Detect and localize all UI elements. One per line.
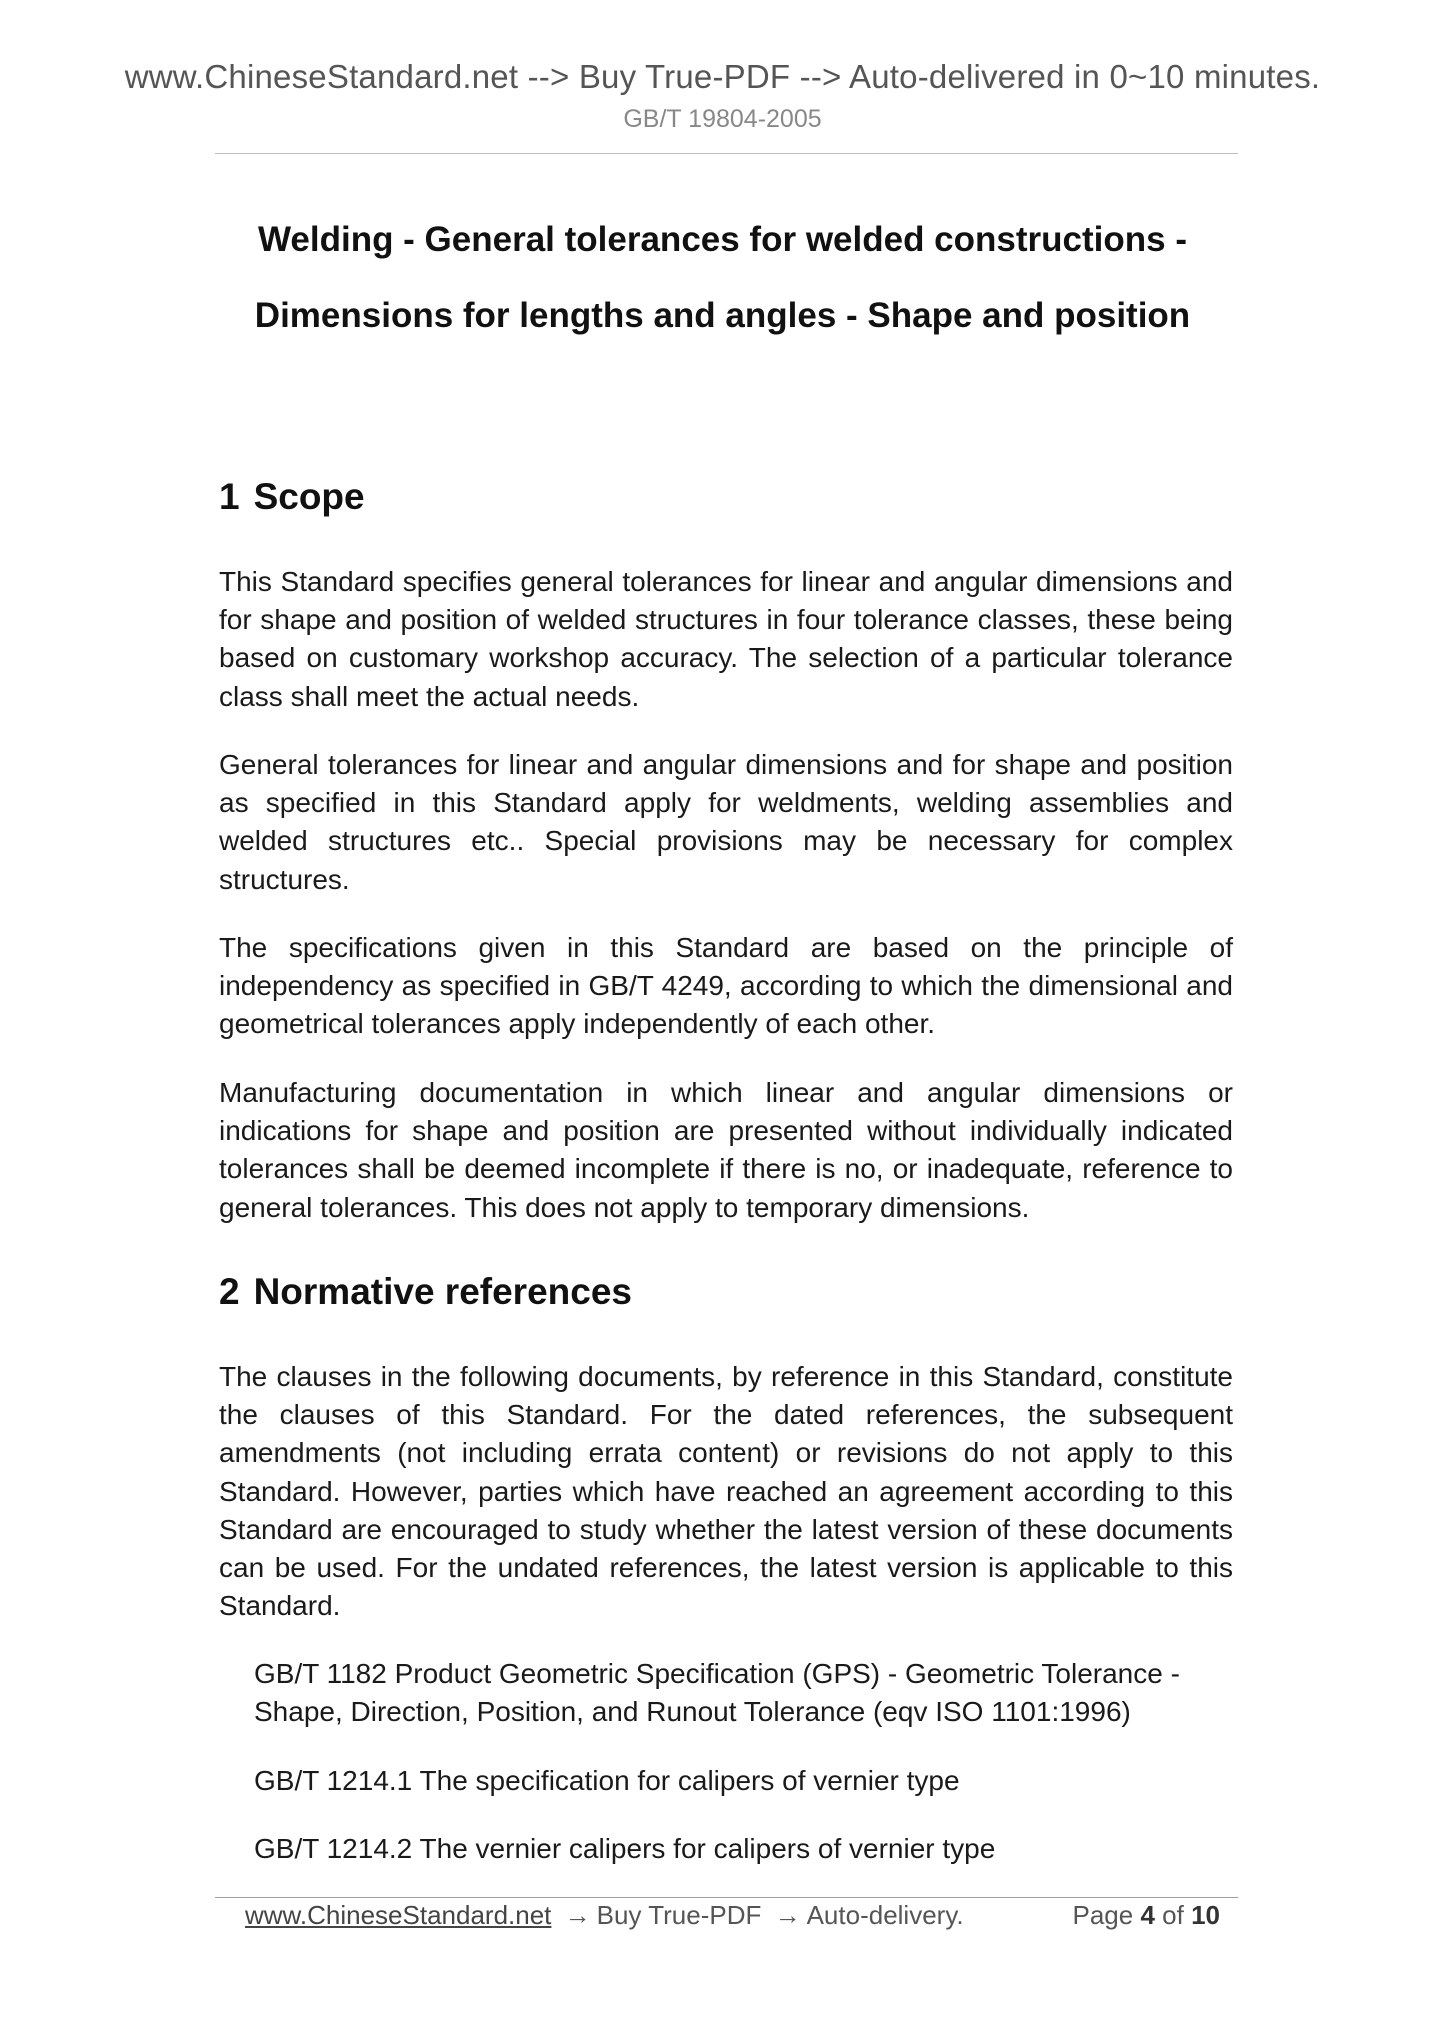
document-title-line-1: Welding - General tolerances for welded constructions - xyxy=(258,220,1187,259)
reference-item: GB/T 1214.1 The specification for calipers of vernier type xyxy=(254,1765,960,1796)
section-1-title: Scope xyxy=(253,476,365,517)
standard-code: GB/T 19804-2005 xyxy=(623,105,822,133)
section-2-number: 2 xyxy=(219,1271,240,1312)
header-divider xyxy=(215,153,1238,154)
reference-item: GB/T 1182 Product Geometric Specification (GPS) - Geometric Tolerance - Shape, Direction, Position, and Runout Tolerance (eqv ISO 1101:1996) xyxy=(254,1658,1180,1728)
page-label: Page xyxy=(1072,1900,1134,1930)
page-number xyxy=(1072,1900,1220,1931)
footer-site-link[interactable]: www.ChineseStandard.net xyxy=(245,1900,552,1930)
footer-delivery-text: Auto-delivery. xyxy=(806,1900,964,1930)
scope-paragraph-3: The specifications given in this Standard are based on the principle of independency as specified in GB/T 4249, according to which the dimensional and geometrical tolerances apply independently of each other. xyxy=(219,932,1233,1040)
page-footer xyxy=(245,1900,1220,1940)
section-1-heading xyxy=(219,476,365,518)
references-intro-paragraph: The clauses in the following documents, by reference in this Standard, constitute the clauses of this Standard. For the dated references, the subsequent amendments (not including errata content) or revisions do not apply to this Standard. However, parties which have reached an agreement according to this Standard are encouraged to study whether the latest version of these documents can be used. For the undated references, the latest version is applicable to this Standard. xyxy=(219,1361,1233,1622)
document-title-line-2: Dimensions for lengths and angles - Shape and position xyxy=(254,296,1191,335)
page-of: of xyxy=(1162,1900,1184,1930)
section-2-heading xyxy=(219,1271,632,1313)
section-2-title: Normative references xyxy=(253,1271,632,1312)
reference-item: GB/T 1214.2 The vernier calipers for calipers of vernier type xyxy=(254,1833,996,1864)
arrow-right-icon: → xyxy=(564,1900,591,1930)
page-current: 4 xyxy=(1140,1900,1155,1930)
header-banner: www.ChineseStandard.net --> Buy True-PDF --> Auto-delivered in 0~10 minutes. xyxy=(124,58,1321,95)
section-1-number: 1 xyxy=(219,476,240,517)
footer-divider xyxy=(215,1897,1238,1898)
scope-paragraph-2: General tolerances for linear and angular dimensions and for shape and position as specified in this Standard apply for weldments, welding assemblies and welded structures etc.. Special provisions may be necessary for complex structures. xyxy=(219,749,1233,895)
footer-promo xyxy=(245,1900,964,1931)
scope-paragraph-1: This Standard specifies general tolerances for linear and angular dimensions and for shape and position of welded structures in four tolerance classes, these being based on customary workshop accuracy. The selection of a particular tolerance class shall meet the actual needs. xyxy=(219,566,1233,712)
scope-paragraph-4: Manufacturing documentation in which linear and angular dimensions or indications for shape and position are presented without individually indicated tolerances shall be deemed incomplete if there is no, or inadequate, reference to general tolerances. This does not apply to temporary dimensions. xyxy=(219,1077,1233,1223)
arrow-right-icon: → xyxy=(774,1900,801,1930)
page-total: 10 xyxy=(1191,1900,1220,1930)
footer-buy-text: Buy True-PDF xyxy=(596,1900,762,1930)
